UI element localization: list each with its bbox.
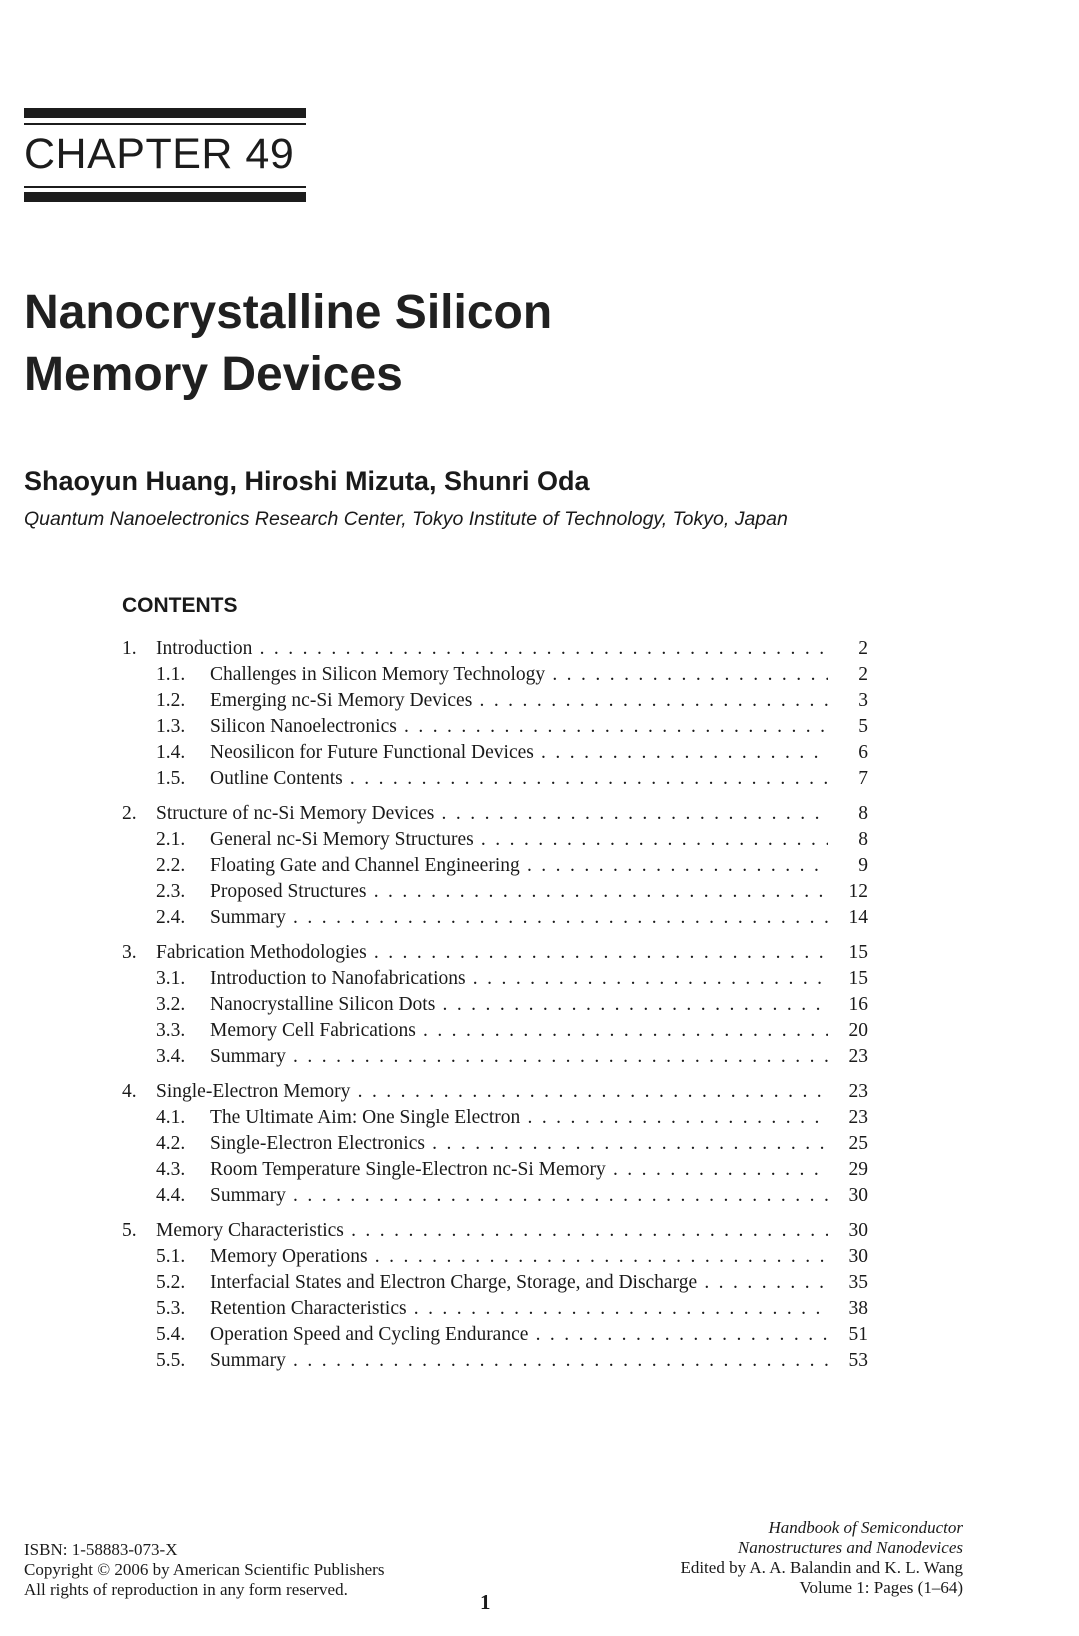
chapter-rule-top-thin (24, 123, 306, 125)
toc-entry-page: 30 (848, 1220, 868, 1241)
toc-entry-title: Interfacial States and Electron Charge, Storage, and Discharge . . . (210, 1270, 828, 1296)
chapter-rule-top (24, 108, 306, 118)
toc-entry-number: 1.3. (156, 716, 186, 737)
toc-entry-number: 2.4. (156, 907, 186, 928)
toc-subsection-entry (122, 827, 868, 853)
toc-subsection-entry (122, 662, 868, 688)
toc-section-entry (122, 801, 868, 827)
toc-entry-title: Neosilicon for Future Functional Devices . . . (210, 740, 828, 766)
toc-entry-title: Memory Cell Fabrications . . . (210, 1018, 828, 1044)
toc-entry-number: 3. (122, 942, 137, 963)
toc-entry-page: 15 (848, 942, 868, 963)
toc-section (122, 1218, 868, 1374)
table-of-contents (122, 636, 868, 1383)
chapter-title-line2: Memory Devices (24, 348, 403, 401)
handbook-title-line2: Nanostructures and Nanodevices (737, 1538, 963, 1557)
copyright: Copyright © 2006 by American Scientific Publishers (24, 1560, 385, 1579)
toc-entry-number: 5.1. (156, 1246, 186, 1267)
toc-entry-page: 8 (858, 803, 868, 824)
toc-entry-title: Challenges in Silicon Memory Technology . . . (210, 662, 828, 688)
toc-entry-page: 38 (848, 1298, 868, 1319)
toc-section (122, 636, 868, 792)
toc-entry-page: 23 (848, 1046, 868, 1067)
toc-entry-number: 5.3. (156, 1298, 186, 1319)
toc-entry-number: 2.1. (156, 829, 186, 850)
editors: Edited by A. A. Balandin and K. L. Wang (680, 1558, 963, 1577)
toc-entry-number: 5. (122, 1220, 137, 1241)
toc-entry-title: Nanocrystalline Silicon Dots . . . (210, 992, 828, 1018)
toc-entry-page: 35 (848, 1272, 868, 1293)
chapter-rule-bottom-thin (24, 186, 306, 188)
toc-entry-title: Summary . . . (210, 1183, 828, 1209)
toc-entry-title: Silicon Nanoelectronics . . . (210, 714, 828, 740)
toc-section (122, 801, 868, 931)
toc-entry-page: 2 (858, 638, 868, 659)
toc-entry-page: 51 (848, 1324, 868, 1345)
toc-entry-page: 7 (858, 768, 868, 789)
toc-entry-number: 1.1. (156, 664, 186, 685)
toc-subsection-entry (122, 740, 868, 766)
toc-entry-page: 20 (848, 1020, 868, 1041)
toc-entry-title: Floating Gate and Channel Engineering . . . (210, 853, 828, 879)
toc-subsection-entry (122, 1270, 868, 1296)
toc-section-entry (122, 940, 868, 966)
toc-subsection-entry (122, 1244, 868, 1270)
handbook-title-line1: Handbook of Semiconductor (768, 1518, 963, 1537)
toc-entry-page: 15 (848, 968, 868, 989)
toc-entry-number: 4.3. (156, 1159, 186, 1180)
toc-subsection-entry (122, 688, 868, 714)
toc-entry-number: 5.5. (156, 1350, 186, 1371)
toc-entry-number: 3.1. (156, 968, 186, 989)
toc-entry-title: Single-Electron Electronics . . . (210, 1131, 828, 1157)
toc-subsection-entry (122, 992, 868, 1018)
toc-section-entry (122, 1079, 868, 1105)
handbook-info (680, 1518, 963, 1598)
toc-subsection-entry (122, 1018, 868, 1044)
toc-entry-number: 3.2. (156, 994, 186, 1015)
chapter-title-line1: Nanocrystalline Silicon (24, 286, 553, 339)
toc-entry-number: 4. (122, 1081, 137, 1102)
toc-entry-title: Memory Characteristics . . . (156, 1218, 828, 1244)
toc-section-entry (122, 636, 868, 662)
toc-entry-page: 3 (858, 690, 868, 711)
toc-entry-number: 2.2. (156, 855, 186, 876)
toc-entry-title: Single-Electron Memory . . . (156, 1079, 828, 1105)
toc-subsection-entry (122, 714, 868, 740)
toc-entry-page: 53 (848, 1350, 868, 1371)
toc-entry-page: 29 (848, 1159, 868, 1180)
toc-subsection-entry (122, 905, 868, 931)
toc-entry-page: 6 (858, 742, 868, 763)
toc-entry-title: Fabrication Methodologies . . . (156, 940, 828, 966)
toc-subsection-entry (122, 1348, 868, 1374)
toc-section (122, 1079, 868, 1209)
toc-entry-title: Emerging nc-Si Memory Devices . . . (210, 688, 828, 714)
toc-subsection-entry (122, 879, 868, 905)
toc-entry-page: 2 (858, 664, 868, 685)
volume-pages: Volume 1: Pages (1–64) (799, 1578, 963, 1597)
toc-entry-page: 5 (858, 716, 868, 737)
toc-entry-title: Operation Speed and Cycling Endurance . . . (210, 1322, 828, 1348)
toc-entry-number: 1. (122, 638, 137, 659)
toc-entry-page: 25 (848, 1133, 868, 1154)
toc-entry-page: 30 (848, 1246, 868, 1267)
toc-entry-number: 1.5. (156, 768, 186, 789)
toc-entry-number: 1.4. (156, 742, 186, 763)
affiliation: Quantum Nanoelectronics Research Center, Tokyo Institute of Technology, Tokyo, Japan (24, 508, 788, 530)
toc-subsection-entry (122, 966, 868, 992)
rights: All rights of reproduction in any form reserved. (24, 1580, 348, 1599)
toc-entry-number: 3.4. (156, 1046, 186, 1067)
toc-entry-title: Structure of nc-Si Memory Devices . . . (156, 801, 828, 827)
chapter-rule-bottom (24, 192, 306, 202)
toc-subsection-entry (122, 1105, 868, 1131)
toc-entry-title: Introduction . . . (156, 636, 828, 662)
toc-entry-page: 16 (848, 994, 868, 1015)
toc-entry-number: 2. (122, 803, 137, 824)
toc-entry-page: 30 (848, 1185, 868, 1206)
toc-entry-title: The Ultimate Aim: One Single Electron . . . (210, 1105, 828, 1131)
toc-entry-page: 12 (848, 881, 868, 902)
toc-subsection-entry (122, 1296, 868, 1322)
toc-entry-number: 4.1. (156, 1107, 186, 1128)
toc-entry-title: Summary . . . (210, 1044, 828, 1070)
toc-subsection-entry (122, 1131, 868, 1157)
toc-entry-number: 2.3. (156, 881, 186, 902)
toc-subsection-entry (122, 1183, 868, 1209)
toc-subsection-entry (122, 853, 868, 879)
toc-entry-title: Summary . . . (210, 1348, 828, 1374)
isbn: ISBN: 1-58883-073-X (24, 1540, 178, 1559)
toc-subsection-entry (122, 766, 868, 792)
chapter-label: CHAPTER 49 (24, 130, 295, 178)
toc-entry-page: 9 (858, 855, 868, 876)
toc-entry-number: 3.3. (156, 1020, 186, 1041)
publication-info (24, 1540, 384, 1600)
toc-entry-title: Proposed Structures . . . (210, 879, 828, 905)
authors: Shaoyun Huang, Hiroshi Mizuta, Shunri Oda (24, 466, 590, 496)
page-number: 1 (480, 1590, 491, 1614)
toc-entry-title: Memory Operations . . . (210, 1244, 828, 1270)
toc-section-entry (122, 1218, 868, 1244)
toc-subsection-entry (122, 1044, 868, 1070)
toc-entry-title: General nc-Si Memory Structures . . . (210, 827, 828, 853)
toc-entry-page: 8 (858, 829, 868, 850)
toc-entry-title: Summary . . . (210, 905, 828, 931)
chapter-title (24, 282, 552, 406)
toc-entry-title: Introduction to Nanofabrications . . . (210, 966, 828, 992)
toc-entry-title: Retention Characteristics . . . (210, 1296, 828, 1322)
toc-entry-number: 4.2. (156, 1133, 186, 1154)
toc-entry-number: 1.2. (156, 690, 186, 711)
toc-entry-number: 5.2. (156, 1272, 186, 1293)
toc-entry-page: 23 (848, 1107, 868, 1128)
contents-heading: CONTENTS (122, 594, 238, 617)
toc-entry-page: 14 (848, 907, 868, 928)
toc-section (122, 940, 868, 1070)
toc-entry-title: Room Temperature Single-Electron nc-Si Memory . . . (210, 1157, 828, 1183)
toc-subsection-entry (122, 1157, 868, 1183)
toc-subsection-entry (122, 1322, 868, 1348)
toc-entry-title: Outline Contents . . . (210, 766, 828, 792)
toc-entry-number: 5.4. (156, 1324, 186, 1345)
toc-entry-number: 4.4. (156, 1185, 186, 1206)
toc-entry-page: 23 (848, 1081, 868, 1102)
